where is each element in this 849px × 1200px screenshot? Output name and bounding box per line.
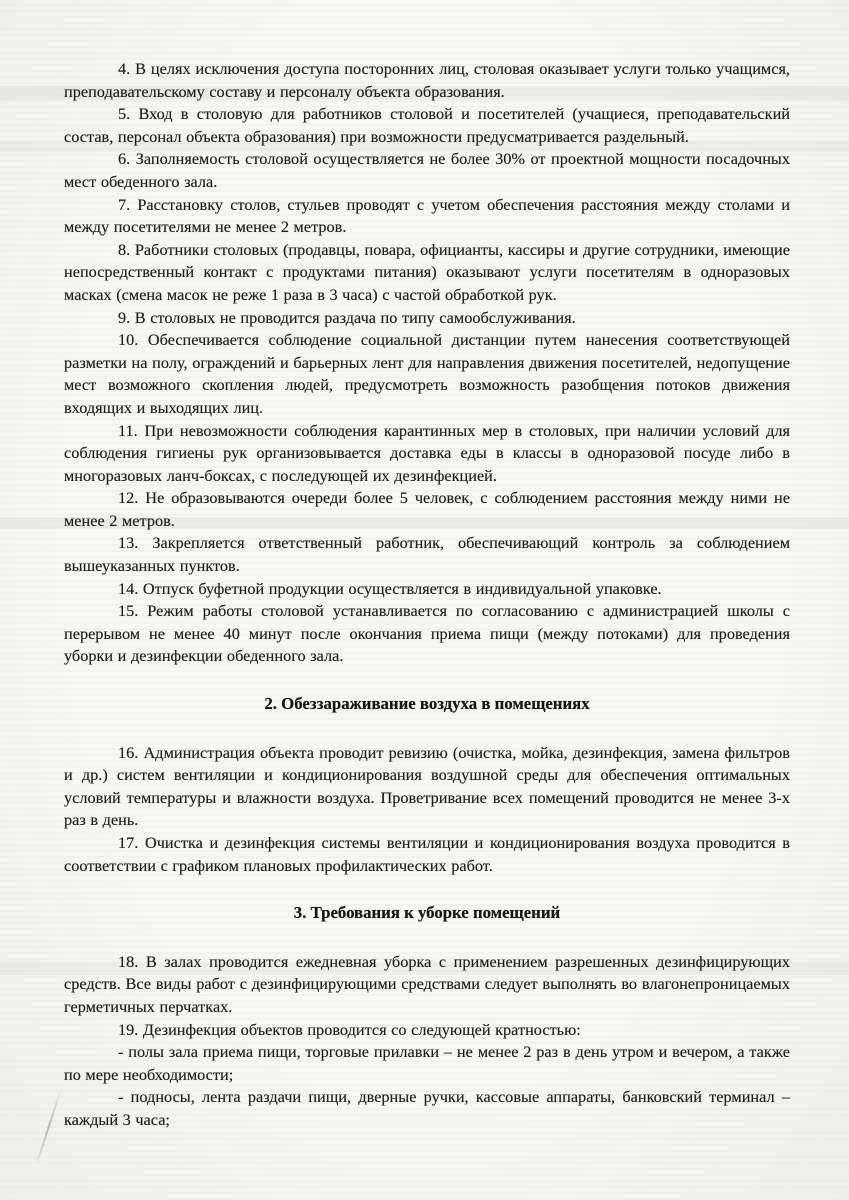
paragraph-10: 10. Обеспечивается соблюдение социальной дистанции путем нанесения соответствующей разметки на полу, ограждений и барьерных лент для направления движения посетителей, недопущение мест возможного скопления людей, предусмотреть возможность разобщения потоков движения входящих и выходящих лиц.: [64, 330, 790, 417]
paragraph-4: 4. В целях исключения доступа посторонних лиц, столовая оказывает услуги только учащимся, преподавательскому составу и персоналу объекта образования.: [64, 59, 790, 101]
paragraph-19-bullet-floors: - полы зала приема пищи, торговые прилавки – не менее 2 раз в день утром и вечером, а также по мере необходимости;: [64, 1042, 790, 1084]
document-body: [64, 58, 790, 1132]
paragraph-19-bullet-trays: - подносы, лента раздачи пищи, дверные ручки, кассовые аппараты, банковский терминал – каждый 3 часа;: [64, 1087, 790, 1129]
paragraph-7: 7. Расстановку столов, стульев проводят с учетом обеспечения расстояния между столами и между посетителями не менее 2 метров.: [64, 194, 790, 237]
paragraph-18: 18. В залах проводится ежедневная уборка с применением разрешенных дезинфицирующих средств. Все виды работ с дезинфицирующими средствами следует выполнять во влагонепроницаемых герметичных перчатках.: [64, 951, 790, 1016]
scan-artifact-mark: [36, 1090, 61, 1163]
paragraph-5: 5. Вход в столовую для работников столовой и посетителей (учащиеся, преподавательский состав, персонал объекта образования) при возможности предусматривается раздельный.: [64, 104, 790, 146]
paragraph-15: 15. Режим работы столовой устанавливается по согласованию с администрацией школы с перерывом не менее 40 минут после окончания приема пищи (между потоками) для проведения уборки и дезинфекции обеденного зала.: [64, 601, 790, 666]
paragraph-19: 19. Дезинфекция объектов проводится со следующей кратностью:: [118, 1019, 581, 1039]
section-heading-air-disinfection: 2. Обеззараживание воздуха в помещениях: [264, 694, 590, 714]
paragraph-9: 9. В столовых не проводится раздача по типу самообслуживания.: [118, 307, 576, 327]
paragraph-16: 16. Администрация объекта проводит ревизию (очистка, мойка, дезинфекция, замена фильтров и др.) систем вентиляции и кондиционирования воздушной среды для обеспечения оптимальных условий температуры и влажности воздуха. Проветривание всех помещений проводится не менее 3-х раз в день.: [64, 742, 790, 830]
paragraph-11: 11. При невозможности соблюдения карантинных мер в столовых, при наличии условий для соблюдения гигиены рук организовывается доставка еды в классы в одноразовой посуде либо в многоразовых ланч-боксах, с последующей их дезинфекцией.: [64, 420, 790, 485]
paragraph-12: 12. Не образовываются очереди более 5 человек, с соблюдением расстояния между ними не менее 2 метров.: [64, 488, 790, 530]
section-heading-cleaning-requirements: 3. Требования к уборке помещений: [293, 903, 561, 923]
paragraph-13: 13. Закрепляется ответственный работник, обеспечивающий контроль за соблюдением вышеуказанных пунктов.: [64, 533, 790, 576]
paragraph-8: 8. Работники столовых (продавцы, повара, официанты, кассиры и другие сотрудники, имеющие непосредственный контакт с продуктами питания) оказывают услуги посетителям в одноразовых масках (смена масок не реже 1 раза в 3 часа) с частой обработкой рук.: [64, 239, 790, 304]
paragraph-14: 14. Отпуск буфетной продукции осуществляется в индивидуальной упаковке.: [118, 578, 662, 598]
paragraph-6: 6. Заполняемость столовой осуществляется не более 30% от проектной мощности посадочных мест обеденного зала.: [64, 149, 790, 191]
paragraph-17: 17. Очистка и дезинфекция системы вентиляции и кондиционирования воздуха проводится в соответствии с графиком плановых профилактических работ.: [64, 833, 790, 875]
